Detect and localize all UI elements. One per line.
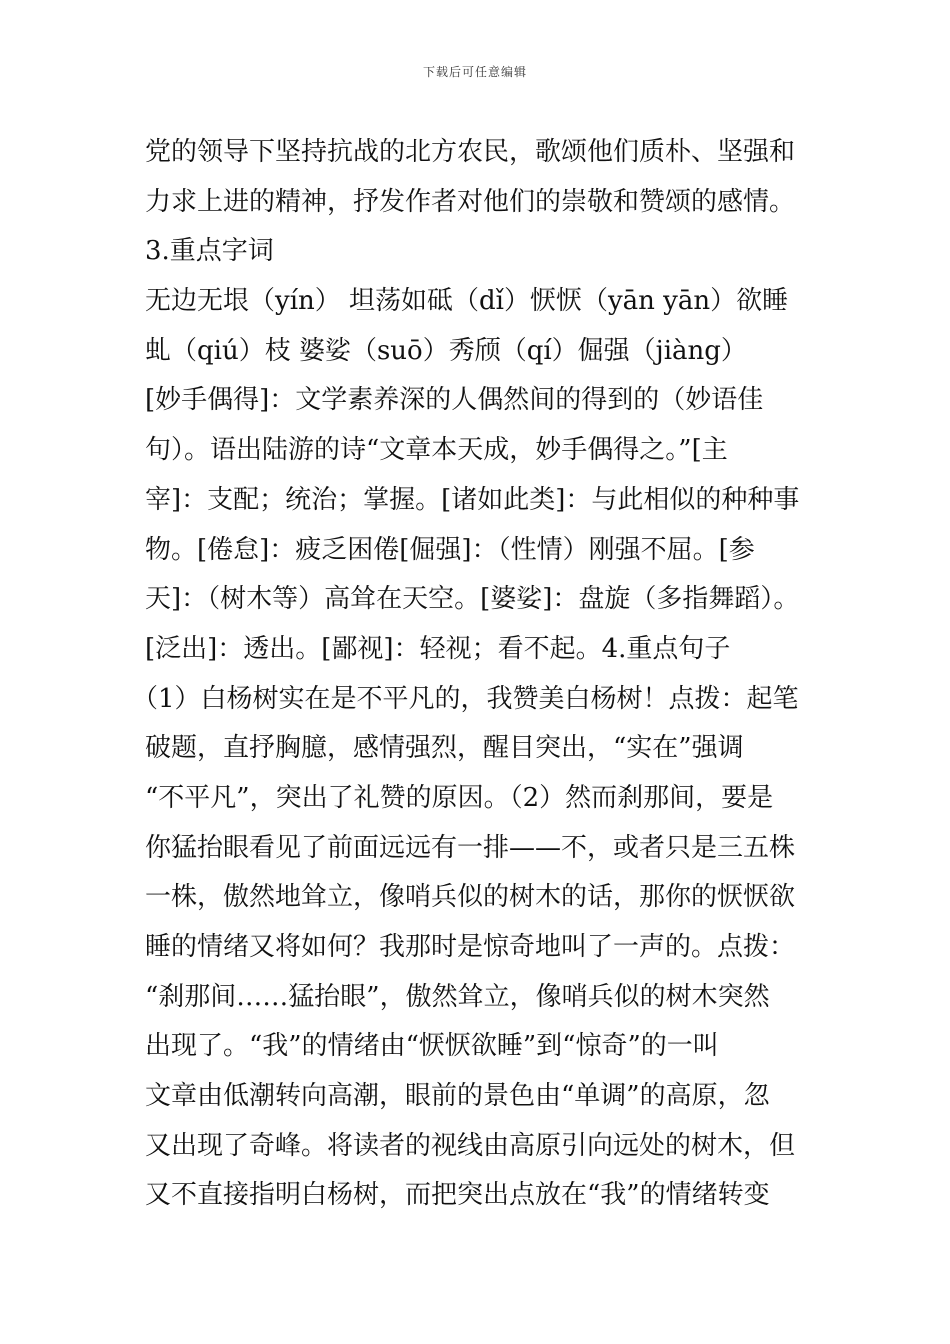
text-line: 宰]：支配；统治；掌握。[诸如此类]：与此相似的种种事 [145,484,800,515]
text-line: 一株，傲然地耸立，像哨兵似的树木的话，那你的恹恹欲 [145,882,796,913]
text-line: “不平凡”，突出了礼赞的原因。（2）然而刹那间，要是 [145,782,774,813]
text-line: 破题，直抒胸臆，感情强烈，醒目突出，“实在”强调 [145,733,744,764]
text-line: 又不直接指明白杨树，而把突出点放在“我”的情绪转变 [145,1180,770,1211]
text-line: 又出现了奇峰。将读者的视线由高原引向远处的树木，但 [145,1130,796,1161]
text-line: 天]：（树木等）高耸在天空。[婆娑]：盘旋（多指舞蹈）。 [145,584,800,615]
text-line: （1）白杨树实在是不平凡的，我赞美白杨树！点拨：起笔 [132,683,799,714]
page-header-note: 下载后可任意编辑 [422,65,527,79]
text-line: [泛出]：透出。[鄙视]：轻视；看不起。4.重点句子 [145,633,731,664]
text-line: 无边无垠（yín） 坦荡如砥（dǐ）恹恹（yān yān）欲睡 [145,286,789,317]
text-line: 虬（qiú）枝 婆娑（suō）秀颀（qí）倔强（jiàng） [145,335,747,366]
text-line: 力求上进的精神，抒发作者对他们的崇敬和赞颂的感情。 [145,186,796,217]
text-line: 句）。语出陆游的诗“文章本天成，妙手偶得之。”[主 [145,435,728,466]
document-body [132,128,825,1221]
text-line: 物。[倦怠]：疲乏困倦[倔强]：（性情）刚强不屈。[参 [145,534,755,565]
text-line: 你猛抬眼看见了前面远远有一排——不，或者只是三五株 [145,832,796,863]
text-line: 文章由低潮转向高潮，眼前的景色由“单调”的高原，忽 [145,1081,770,1112]
text-line: 睡的情绪又将如何？我那时是惊奇地叫了一声的。点拨： [145,932,796,962]
section-heading: 3.重点字词 [145,236,274,267]
text-line: “刹那间……猛抬眼”，傲然耸立，像哨兵似的树木突然 [145,981,770,1012]
text-line: 出现了。“我”的情绪由“恹恹欲睡”到“惊奇”的一叫 [145,1031,719,1062]
text-line: 党的领导下坚持抗战的北方农民，歌颂他们质朴、坚强和 [145,137,796,167]
text-line: [妙手偶得]：文学素养深的人偶然间的得到的（妙语佳 [145,385,764,416]
